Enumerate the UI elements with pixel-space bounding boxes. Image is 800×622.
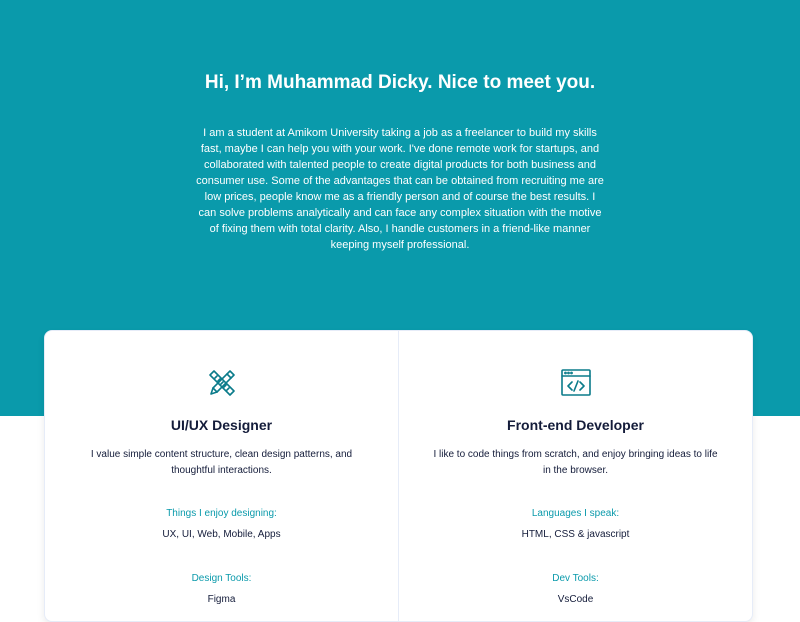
- card-developer: [398, 331, 752, 621]
- card-developer-value-languages: HTML, CSS & javascript: [521, 529, 630, 540]
- card-developer-value-tools: VsCode: [557, 594, 594, 605]
- card-designer-value-tools: Figma: [207, 594, 236, 605]
- card-developer-description: I like to code things from scratch, and enjoy bringing ideas to life in the browser.: [433, 449, 718, 476]
- hero-title: Hi, I’m Muhammad Dicky. Nice to meet you.: [204, 72, 596, 93]
- card-designer-title: UI/UX Designer: [170, 417, 273, 433]
- card-developer-label-tools: Dev Tools:: [552, 573, 599, 584]
- pencil-ruler-icon: [206, 367, 238, 399]
- card-designer-description: I value simple content structure, clean design patterns, and thoughtful interactions.: [90, 449, 353, 476]
- card-designer-label-tools: Design Tools:: [191, 573, 252, 584]
- code-window-icon: [560, 367, 592, 399]
- skills-cards: [44, 330, 753, 622]
- card-developer-label-languages: Languages I speak:: [531, 508, 620, 519]
- hero-intro-text: I am a student at Amikom University taking a job as a freelancer to build my skills fast, maybe I can help you with your work. I've done remote work for startups, and collaborated with talented people to create digital products for both business and consumer use. Some of the advantages that can be obtained from recruiting me are low prices, people know me as a friendly person and of course the best results. I can solve problems analytically and can face any complex situation with the motive of fixing them with total clarity. Also, I handle customers in a friend-like manner keeping myself professional.: [196, 127, 604, 251]
- card-developer-title: Front-end Developer: [507, 417, 644, 433]
- card-designer-value-enjoy: UX, UI, Web, Mobile, Apps: [162, 529, 281, 540]
- card-designer-label-enjoy: Things I enjoy designing:: [166, 508, 277, 519]
- card-designer: [45, 331, 398, 621]
